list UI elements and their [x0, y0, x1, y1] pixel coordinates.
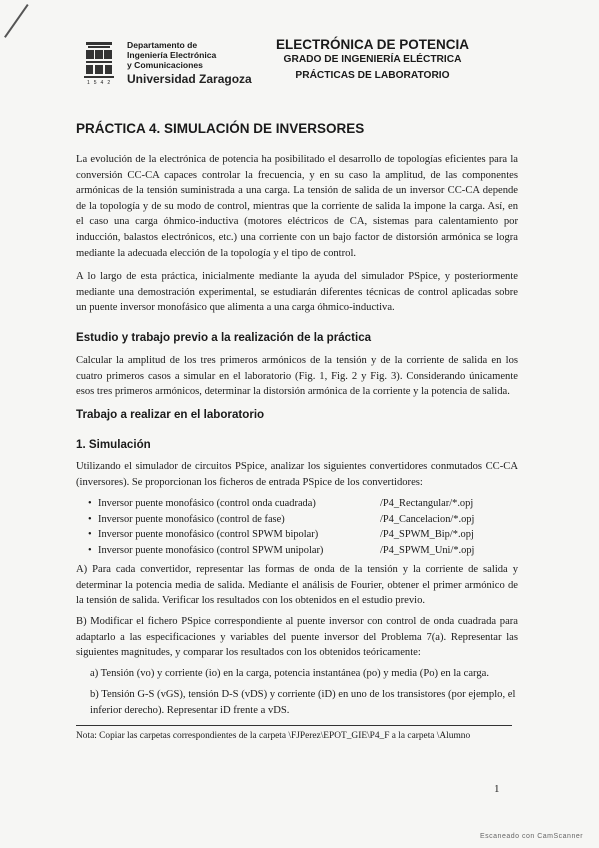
intro-paragraph-1: La evolución de la electrónica de potencia ha posibilitado el desarrollo de topologías eficientes para la conversión CC-CA capaces controlar la frecuencia, y en su caso la amplitud, de las componentes armónicas de la tensión suministrada a una carga. La tensión de salida de un inversor CC-CA depende de la topología y de su modo de control, mientras que la corriente de salida la impone la carga. Así, en el caso una carga óhmico-inductiva (motores eléctricos de CA, sistemas para calentamiento por inducción, balastos electrónicos, etc.) una corriente con un bajo factor de distorsión armónica se logra mediante la adecuada elección de la topología y el tipo de control.	[76, 154, 518, 259]
sim-paragraph: Utilizando el simulador de circuitos PSpice, analizar los siguientes convertidores conmutados CC-CA (inversores). Se proporcionan los ficheros de entrada PSpice de los convertidores:	[76, 461, 518, 488]
list-item: • Inversor puente monofásico (control onda cuadrada) /P4_Rectangular/*.opj	[88, 496, 508, 512]
converter-list	[88, 496, 508, 558]
task-a-paragraph: A) Para cada convertidor, representar las formas de onda de la tensión y la corriente de salida y determinar la potencia media de salida. Mediante el análisis de Fourier, obtener el primer armónico de la tensión de salida. Verificar los resultados con los obtenidos en el estudio previo.	[76, 564, 518, 607]
converter-path: /P4_SPWM_Uni/*.opj	[380, 544, 475, 556]
subsection-heading-sim: 1. Simulación	[76, 438, 151, 451]
converter-path: /P4_SPWM_Bip/*.opj	[380, 529, 474, 540]
converter-label: Inversor puente monofásico (control onda cuadrada)	[98, 498, 316, 509]
university-name: Universidad Zaragoza	[127, 72, 252, 86]
footnote-rule	[76, 725, 512, 726]
list-item: • Inversor puente monofásico (control SPWM bipolar) /P4_SPWM_Bip/*.opj	[88, 527, 508, 543]
list-item: • Inversor puente monofásico (control SPWM unipolar) /P4_SPWM_Uni/*.opj	[88, 543, 508, 559]
task-b-item-a: a) Tensión (vo) y corriente (io) en la carga, potencia instantánea (po) y media (Po) en la carga.	[90, 668, 490, 679]
page-number: 1	[494, 783, 500, 795]
list-item: • Inversor puente monofásico (control de fase) /P4_Cancelacion/*.opj	[88, 512, 508, 528]
task-b-paragraph: B) Modificar el fichero PSpice correspondiente al puente inversor con control de onda cuadrada para adaptarlo a las especificaciones y variables del puente inversor del Problema 7(a). Representar las siguientes magnitudes, y comparar los resultados con los obtenidos teóricamente:	[76, 616, 518, 659]
course-title: ELECTRÓNICA DE POTENCIA	[275, 37, 469, 52]
degree-title: GRADO DE INGENIERÍA ELÉCTRICA	[283, 54, 462, 65]
converter-label: Inversor puente monofásico (control SPWM bipolar)	[98, 529, 319, 540]
department-line: y Comunicaciones	[127, 60, 203, 71]
section-heading-prev: Estudio y trabajo previo a la realización de la práctica	[76, 331, 372, 344]
scanner-watermark: Escaneado con CamScanner	[480, 833, 584, 840]
pen-mark	[4, 4, 29, 38]
prev-study-paragraph: Calcular la amplitud de los tres primeros armónicos de la tensión y de la corriente de salida en los cuatro primeros casos a simular en el laboratorio (Fig. 1, Fig. 2 y Fig. 3). Considerando únicamente esos tres primeros armónicos, determinar la distorsión armónica de la corriente y la potencia de salida.	[76, 355, 518, 398]
converter-label: Inversor puente monofásico (control SPWM unipolar)	[98, 544, 324, 556]
lab-subtitle: PRÁCTICAS DE LABORATORIO	[295, 70, 450, 81]
converter-label: Inversor puente monofásico (control de fase)	[98, 513, 285, 525]
practice-title: PRÁCTICA 4. SIMULACIÓN DE INVERSORES	[76, 121, 365, 136]
department-line: Departamento de	[127, 40, 198, 50]
department-name	[127, 40, 216, 71]
converter-path: /P4_Cancelacion/*.opj	[380, 513, 475, 525]
converter-path: /P4_Rectangular/*.opj	[380, 498, 474, 509]
department-line: Ingeniería Electrónica	[127, 50, 217, 61]
logo-year: 1542	[87, 80, 115, 86]
section-heading-lab: Trabajo a realizar en el laboratorio	[76, 408, 265, 421]
intro-paragraph-2: A lo largo de esta práctica, inicialmente mediante la ayuda del simulador PSpice, y posteriormente mediante una demostración experimental, se estudiarán diferentes técnicas de control aplicadas sobre un puente inversor monofásico que alimenta a una carga óhmico-inductiva.	[76, 271, 518, 314]
footnote: Nota: Copiar las carpetas correspondientes de la carpeta \FJPerez\EPOT_GIE\P4_F a la carpeta \Alumno	[76, 731, 471, 741]
task-b-item-b: b) Tensión G-S (vGS), tensión D-S (vDS) y corriente (iD) en uno de los transistores (por ejemplo, el inferior derecho). Representar iD frente a vDS.	[90, 689, 516, 716]
